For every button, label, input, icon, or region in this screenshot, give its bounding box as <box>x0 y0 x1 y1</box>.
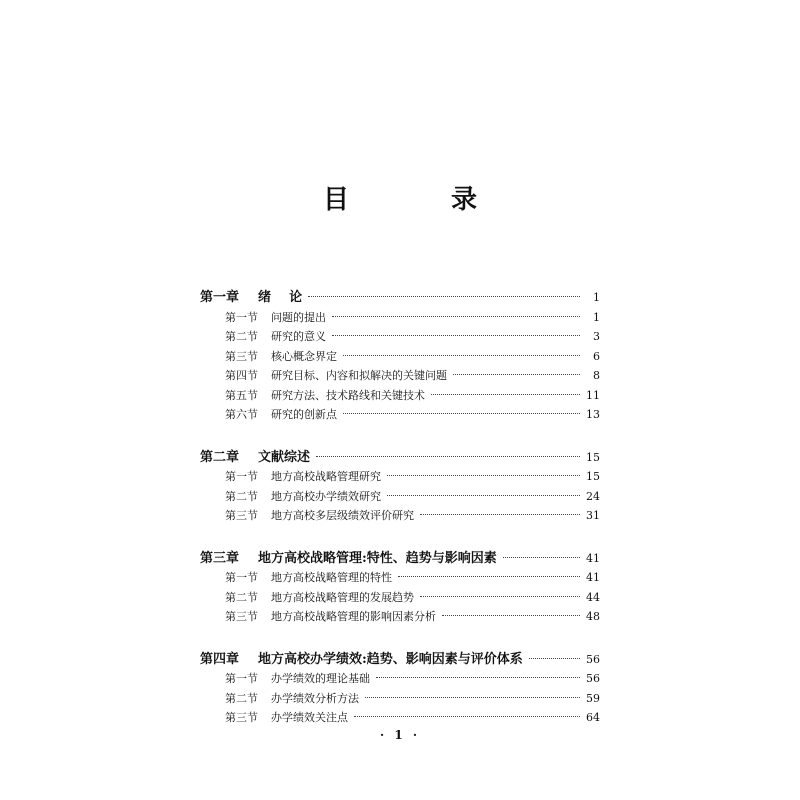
section-label: 第四节 <box>225 369 258 382</box>
section-label: 第三节 <box>225 711 258 724</box>
section-page-number: 8 <box>593 369 600 382</box>
section-label: 第二节 <box>225 330 258 343</box>
section-entry[interactable] <box>200 327 600 347</box>
section-name: 办学绩效分析方法 <box>271 691 359 705</box>
leader-dots <box>420 595 580 597</box>
leader-dots <box>387 494 580 496</box>
leader-dots <box>308 295 580 297</box>
table-of-contents <box>200 288 600 728</box>
section-label: 第二节 <box>225 691 258 705</box>
leader-dots <box>503 556 580 558</box>
section-label: 第二节 <box>225 489 258 503</box>
leader-dots <box>316 455 580 457</box>
leader-dots <box>365 696 580 698</box>
section-page-number: 3 <box>593 330 600 343</box>
chapter-page-number: 56 <box>586 652 600 666</box>
section-page-number: 1 <box>593 310 600 324</box>
section-label: 第一节 <box>225 672 258 685</box>
section-page-number: 59 <box>586 691 600 705</box>
leader-dots <box>332 315 580 317</box>
section-name: 研究的创新点 <box>271 408 337 421</box>
page-number-footer: · 1 · <box>379 728 421 742</box>
leader-dots <box>529 657 580 659</box>
section-name: 研究的意义 <box>271 330 326 343</box>
section-label: 第六节 <box>225 408 258 421</box>
section-page-number: 44 <box>586 590 600 604</box>
section-name: 办学绩效的理论基础 <box>271 672 370 685</box>
chapter-spacer <box>200 425 600 448</box>
chapter-entry[interactable] <box>200 288 600 308</box>
chapter-spacer <box>200 627 600 650</box>
section-page-number: 24 <box>586 489 600 503</box>
chapter-block <box>200 650 600 728</box>
chapter-entry[interactable] <box>200 448 600 468</box>
chapter-label: 第二章 <box>200 449 240 465</box>
section-entry[interactable] <box>200 386 600 406</box>
section-entry[interactable] <box>200 366 600 386</box>
section-entry[interactable] <box>200 689 600 709</box>
chapter-name: 文献综述 <box>258 449 311 465</box>
chapter-block <box>200 549 600 627</box>
section-page-number: 56 <box>586 672 600 685</box>
leader-dots <box>332 334 580 336</box>
section-name: 地方高校战略管理的发展趋势 <box>271 590 414 604</box>
chapter-entry[interactable] <box>200 549 600 569</box>
section-name: 研究目标、内容和拟解决的关键问题 <box>271 369 447 382</box>
leader-dots <box>387 474 580 476</box>
leader-dots <box>420 513 580 515</box>
section-page-number: 41 <box>586 571 600 584</box>
chapter-page-number: 15 <box>586 450 600 464</box>
section-label: 第三节 <box>225 349 258 363</box>
leader-dots <box>354 715 580 717</box>
section-entry[interactable] <box>200 506 600 526</box>
section-page-number: 11 <box>586 388 600 402</box>
section-entry[interactable] <box>200 669 600 689</box>
section-page-number: 15 <box>586 470 600 483</box>
leader-dots <box>398 575 580 577</box>
section-entry[interactable] <box>200 347 600 367</box>
section-page-number: 31 <box>586 509 600 522</box>
leader-dots <box>376 676 580 678</box>
leader-dots <box>343 354 580 356</box>
chapter-label: 第三章 <box>200 550 240 566</box>
section-name: 研究方法、技术路线和关键技术 <box>271 388 425 402</box>
chapter-label: 第一章 <box>200 290 240 305</box>
chapter-name: 地方高校办学绩效:趋势、影响因素与评价体系 <box>258 651 523 667</box>
section-entry[interactable] <box>200 487 600 507</box>
chapter-page-number: 1 <box>593 291 600 304</box>
chapter-name: 绪 论 <box>258 290 303 305</box>
section-entry[interactable] <box>200 308 600 328</box>
leader-dots <box>442 614 580 616</box>
section-name: 地方高校办学绩效研究 <box>271 489 381 503</box>
section-page-number: 64 <box>586 711 600 724</box>
section-entry[interactable] <box>200 588 600 608</box>
leader-dots <box>343 412 580 414</box>
section-name: 地方高校战略管理的特性 <box>271 571 392 584</box>
section-name: 地方高校多层级绩效评价研究 <box>271 509 414 522</box>
chapter-block <box>200 288 600 425</box>
section-entry[interactable] <box>200 708 600 728</box>
section-label: 第一节 <box>225 310 258 324</box>
section-label: 第一节 <box>225 571 258 584</box>
chapter-entry[interactable] <box>200 650 600 670</box>
section-label: 第三节 <box>225 509 258 522</box>
section-name: 办学绩效关注点 <box>271 711 348 724</box>
section-label: 第一节 <box>225 470 258 483</box>
section-page-number: 48 <box>586 610 600 623</box>
page-title: 目 录 <box>322 185 506 215</box>
chapter-page-number: 41 <box>586 551 600 565</box>
section-label: 第三节 <box>225 610 258 623</box>
section-entry[interactable] <box>200 467 600 487</box>
chapter-label: 第四章 <box>200 651 240 667</box>
leader-dots <box>453 373 580 375</box>
section-name: 地方高校战略管理的影响因素分析 <box>271 610 436 623</box>
section-label: 第五节 <box>225 388 258 402</box>
chapter-name: 地方高校战略管理:特性、趋势与影响因素 <box>258 550 497 566</box>
chapter-block <box>200 448 600 526</box>
section-entry[interactable] <box>200 405 600 425</box>
chapter-spacer <box>200 526 600 549</box>
section-page-number: 13 <box>586 408 600 421</box>
section-entry[interactable] <box>200 607 600 627</box>
section-name: 地方高校战略管理研究 <box>271 470 381 483</box>
section-name: 问题的提出 <box>271 310 326 324</box>
section-name: 核心概念界定 <box>271 349 337 363</box>
leader-dots <box>431 393 580 395</box>
section-label: 第二节 <box>225 590 258 604</box>
section-entry[interactable] <box>200 568 600 588</box>
section-page-number: 6 <box>593 349 600 363</box>
